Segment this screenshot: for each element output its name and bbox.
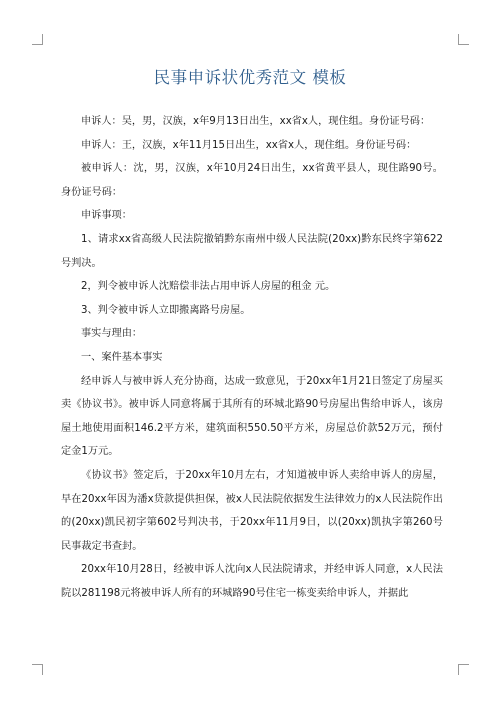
document-body: [61, 110, 443, 605]
paragraph-claim-3: 3、判令被申诉人立即搬离路号房屋。: [81, 304, 251, 316]
paragraph-facts-1: 经申诉人与被申诉人充分协商，达成一致意见，于20xx年1月21日签定了房屋买卖《协议书》。被申诉人同意将属于其所有的环城北路90号房屋出售给申诉人，该房屋土地使用面积146.2平方米，建筑面积550.50平方米，房屋总价款52万元，预付定金1万元。: [61, 375, 443, 458]
paragraph-respondent: 被申诉人：沈，男，汉族，x年10月24日出生，xx省黄平县人，现住路90号。身份证号码：: [61, 163, 443, 198]
paragraph-facts-2: 《协议书》签定后，于20xx年10月左右，才知道被申诉人卖给申诉人的房屋，早在20xx年因为潘x贷款提供担保，被x人民法院依据发生法律效力的x人民法院作出的(20xx)凯民初字第602号判决书，于20xx年11月9日，以(20xx)凯执字第260号民事裁定书查封。: [61, 469, 443, 552]
corner-mark-bottom-right: [458, 664, 469, 675]
corner-mark-top-left: [32, 34, 43, 45]
paragraph-appellant-2: 申诉人：王，汉族，x年11月15日出生，xx省x人，现住组。身份证号码：: [81, 139, 417, 151]
paragraph-claims-heading: 申诉事项：: [81, 210, 132, 222]
corner-mark-bottom-left: [32, 664, 43, 675]
paragraph-facts-heading: 事实与理由：: [81, 328, 143, 340]
document-title: 民事申诉状优秀范文 模板: [153, 68, 347, 87]
paragraph-appellant-1: 申诉人：吴，男，汉族，x年9月13日出生，xx省x人，现住组。身份证号码：: [81, 116, 431, 127]
paragraph-claim-2: 2，判令被申诉人沈赔偿非法占用申诉人房屋的租金 元。: [81, 281, 336, 293]
paragraph-claim-1: 1、请求xx省高级人民法院撤销黔东南州中级人民法院(20xx)黔东民终字第622号判决。: [61, 233, 443, 269]
paragraph-facts-3: 20xx年10月28日，经被申诉人沈向x人民法院请求，并经申诉人同意，x人民法院以281198元将被申诉人所有的环城路90号住宅一栋变卖给申诉人，并据此: [61, 564, 443, 599]
corner-mark-top-right: [458, 34, 469, 45]
paragraph-section-1-heading: 一、案件基本事实: [81, 351, 163, 363]
